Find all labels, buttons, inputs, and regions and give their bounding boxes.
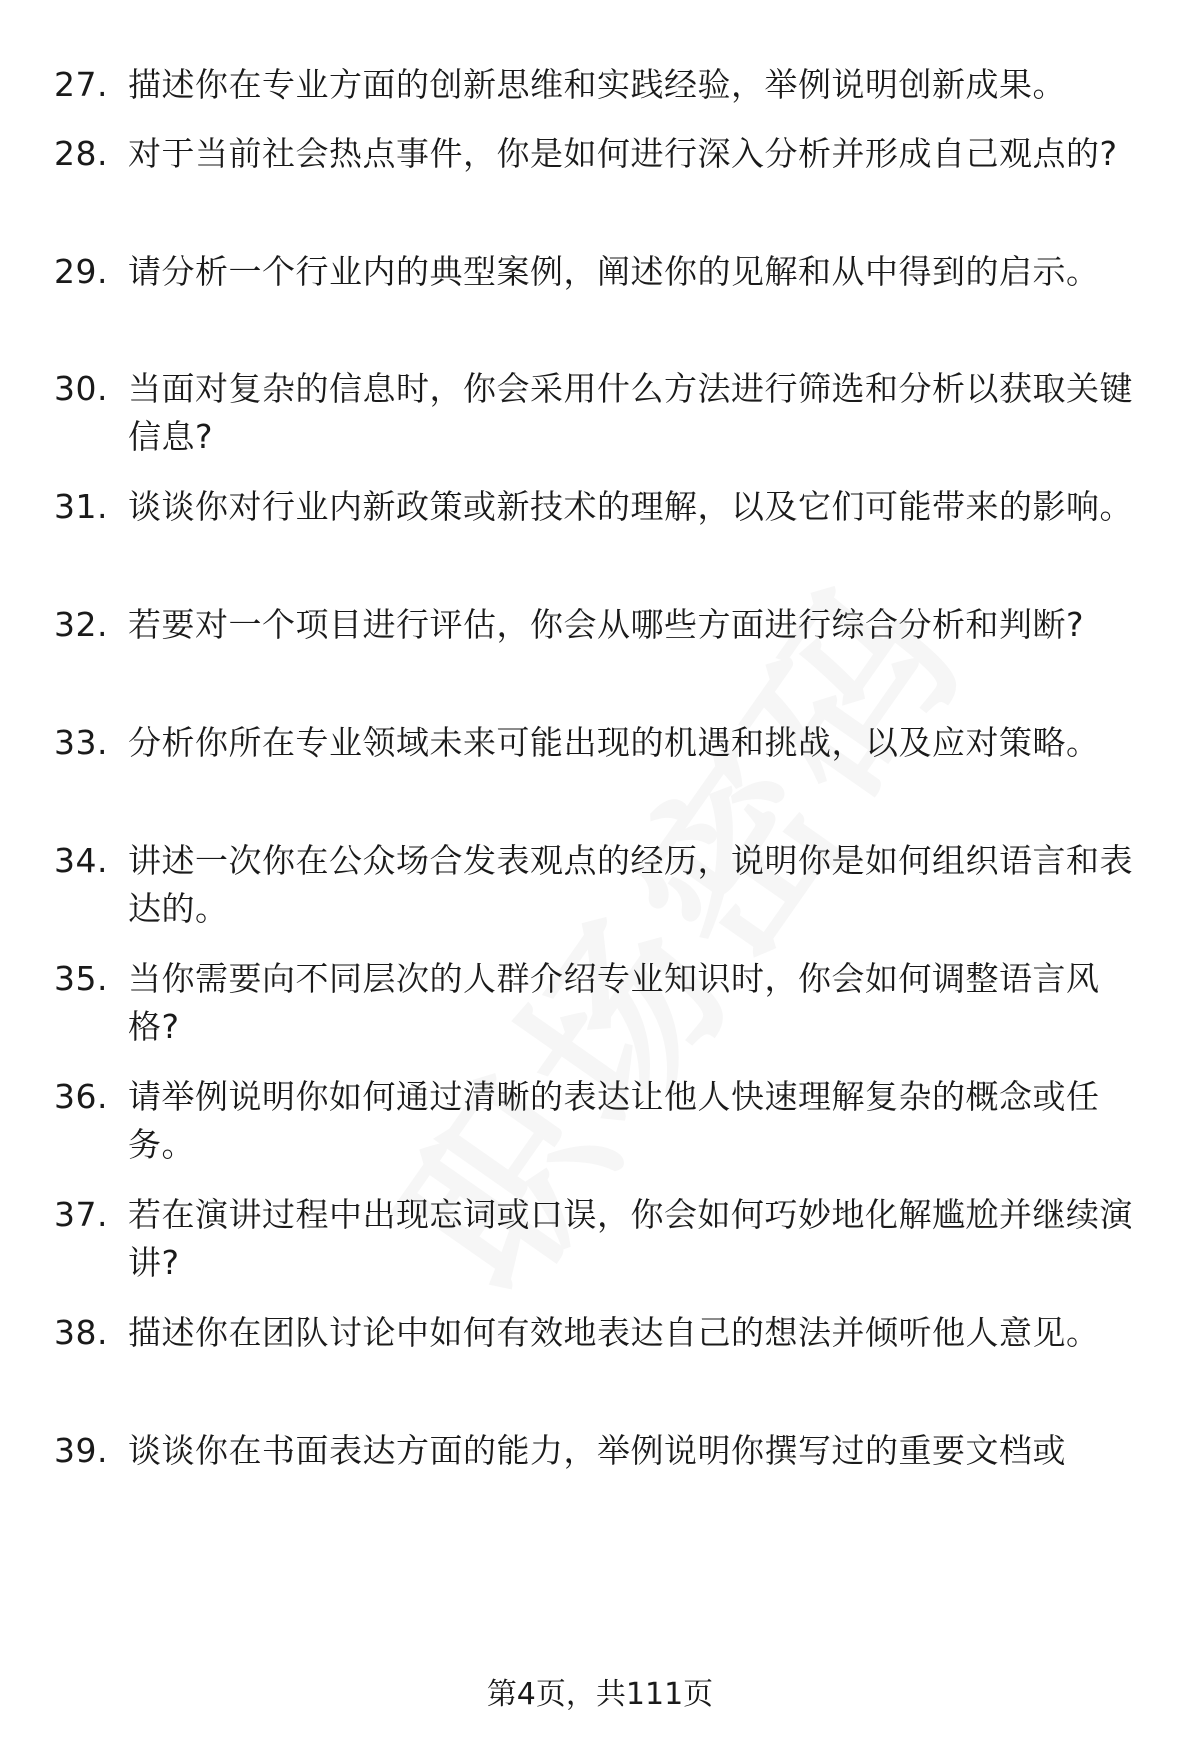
question-number: 39. xyxy=(54,1431,108,1470)
question-number: 36. xyxy=(54,1077,108,1116)
question-number: 31. xyxy=(54,487,108,526)
question-number: 38. xyxy=(54,1313,108,1352)
question-text: 若在演讲过程中出现忘词或口误，你会如何巧妙地化解尴尬并继续演讲? xyxy=(128,1195,1133,1282)
question-text: 对于当前社会热点事件，你是如何进行深入分析并形成自己观点的? xyxy=(128,134,1118,173)
question-number: 27. xyxy=(54,65,108,104)
question-number: 33. xyxy=(54,723,108,762)
question-text: 描述你在团队讨论中如何有效地表达自己的想法并倾听他人意见。 xyxy=(128,1313,1100,1352)
question-text: 谈谈你对行业内新政策或新技术的理解，以及它们可能带来的影响。 xyxy=(128,487,1133,526)
question-text: 请分析一个行业内的典型案例，阐述你的见解和从中得到的启示。 xyxy=(128,252,1100,291)
question-number: 32. xyxy=(54,605,108,644)
question-number: 35. xyxy=(54,959,108,998)
question-text: 讲述一次你在公众场合发表观点的经历，说明你是如何组织语言和表达的。 xyxy=(128,841,1133,928)
question-text: 描述你在专业方面的创新思维和实践经验，举例说明创新成果。 xyxy=(128,65,1066,104)
question-text: 分析你所在专业领域未来可能出现的机遇和挑战，以及应对策略。 xyxy=(128,723,1100,762)
question-text: 谈谈你在书面表达方面的能力，举例说明你撰写过的重要文档或 xyxy=(128,1431,1066,1470)
question-text: 若要对一个项目进行评估，你会从哪些方面进行综合分析和判断? xyxy=(128,605,1085,644)
question-number: 30. xyxy=(54,369,108,408)
page-number-footer: 第4页，共111页 xyxy=(486,1677,714,1712)
question-number: 28. xyxy=(54,134,108,173)
question-text: 请举例说明你如何通过清晰的表达让他人快速理解复杂的概念或任务。 xyxy=(128,1077,1100,1164)
question-text: 当你需要向不同层次的人群介绍专业知识时，你会如何调整语言风格? xyxy=(128,959,1100,1046)
question-text: 当面对复杂的信息时，你会采用什么方法进行筛选和分析以获取关键信息? xyxy=(128,369,1133,456)
question-number: 29. xyxy=(54,252,108,291)
question-number: 37. xyxy=(54,1195,108,1234)
question-number: 34. xyxy=(54,841,108,880)
